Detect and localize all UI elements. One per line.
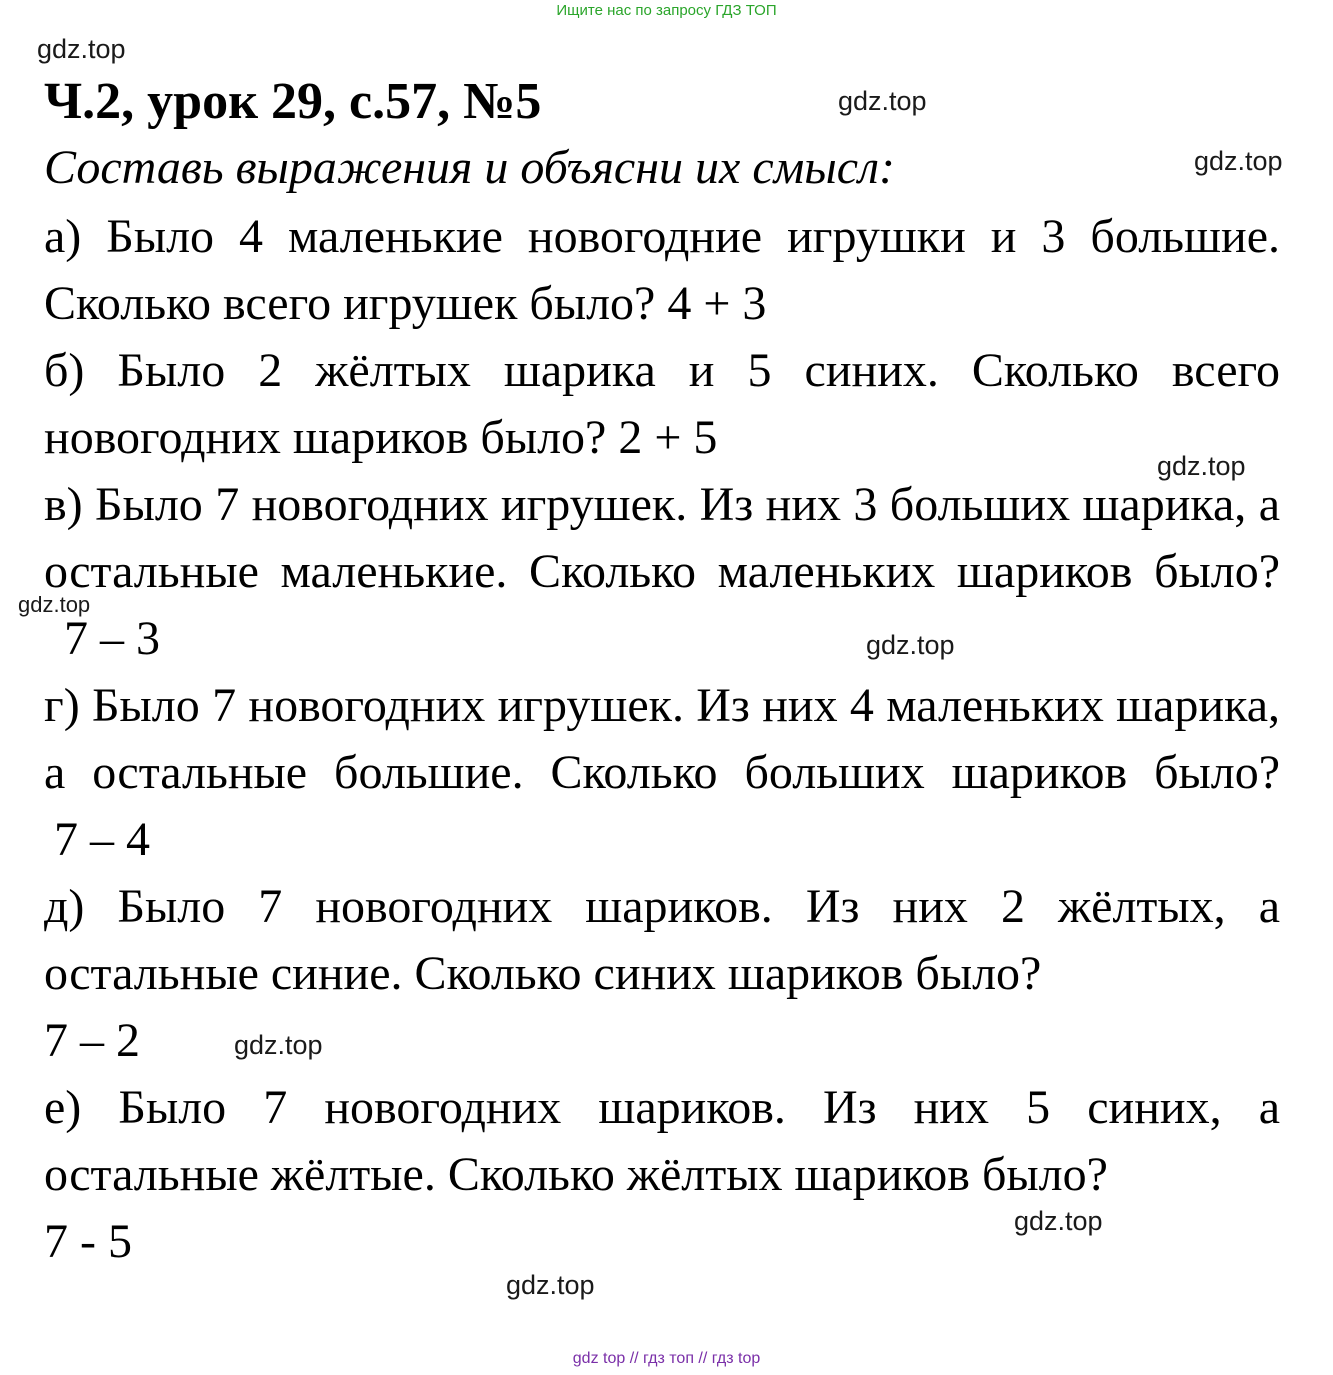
- watermark: gdz.top: [18, 592, 91, 617]
- task-item-text: е) Было 7 новогодних шариков. Из них 5 синих, а остальные жёлтые. Сколько жёлтых шариков было?: [44, 1081, 1280, 1201]
- watermark: gdz.top: [838, 86, 927, 116]
- task-item-text: д) Было 7 новогодних шариков. Из них 2 жёлтых, а остальные синие. Сколько синих шариков было?: [44, 880, 1280, 1000]
- task-item-g: [44, 672, 1280, 873]
- task-instruction: Составь выражения и объясни их смысл:: [44, 141, 895, 194]
- footer-links[interactable]: gdz top // гдз топ // гдз top: [572, 1350, 761, 1367]
- task-item-answer: 7 – 4: [54, 813, 150, 866]
- watermark: gdz.top: [506, 1270, 595, 1300]
- watermark: gdz.top: [1157, 451, 1246, 481]
- watermark: gdz.top: [1194, 146, 1283, 176]
- task-item-v: [44, 471, 1280, 672]
- task-item-answer: 7 – 3: [64, 612, 160, 665]
- task-item-answer: 7 – 2: [44, 1014, 140, 1067]
- task-item-d: [44, 873, 1280, 1074]
- task-item-e: [44, 1074, 1280, 1275]
- task-item-text: а) Было 4 маленькие новогодние игрушки и 3 большие. Сколько всего игрушек было?: [44, 210, 1280, 330]
- top-banner[interactable]: Ищите нас по запросу ГДЗ ТОП: [556, 2, 777, 19]
- task-item-answer: 2 + 5: [618, 411, 718, 464]
- task-item-b: [44, 337, 1280, 471]
- task-item-text: б) Было 2 жёлтых шарика и 5 синих. Сколько всего новогодних шариков было?: [44, 344, 1280, 464]
- watermark: gdz.top: [234, 1030, 323, 1060]
- page-title: Ч.2, урок 29, с.57, №5: [44, 73, 542, 130]
- task-item-answer: 4 + 3: [667, 277, 767, 330]
- task-item-text: в) Было 7 новогодних игрушек. Из них 3 больших шарика, а остальные маленькие. Сколько маленьких шариков было?: [44, 478, 1280, 598]
- watermark: gdz.top: [866, 630, 955, 660]
- watermark: gdz.top: [37, 34, 126, 64]
- task-items: [44, 203, 1280, 1275]
- task-item-answer: 7 - 5: [44, 1215, 132, 1268]
- watermark: gdz.top: [1014, 1206, 1103, 1236]
- task-item-text: г) Было 7 новогодних игрушек. Из них 4 маленьких шарика, а остальные большие. Сколько больших шариков было?: [44, 679, 1280, 799]
- task-item-a: [44, 203, 1280, 337]
